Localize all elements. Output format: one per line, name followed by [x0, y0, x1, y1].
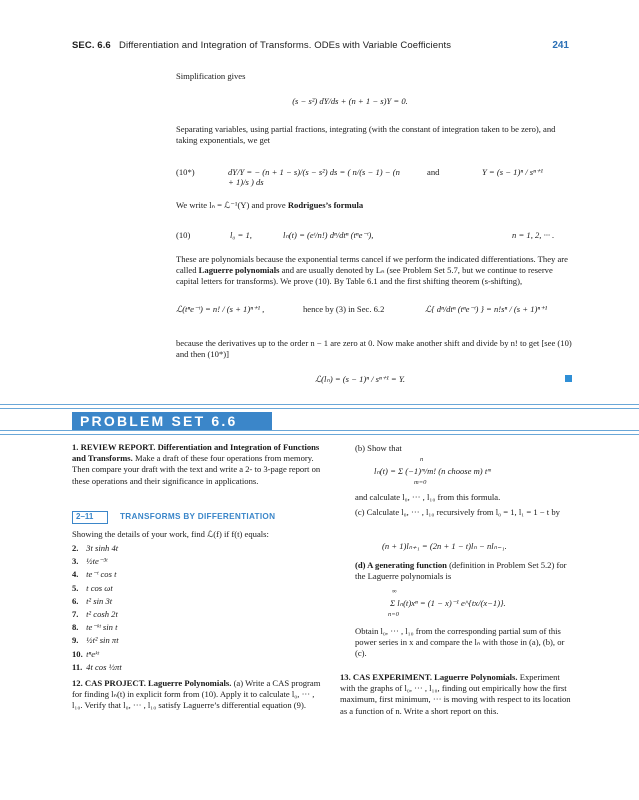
equation-10-range: n = 1, 2, ··· . [512, 230, 555, 240]
item-number: 5. [72, 582, 79, 593]
problem-12-title: CAS PROJECT. Laguerre Polynomials. [84, 678, 232, 688]
list-item [72, 649, 326, 662]
problem-12d-bold: (d) A generating function [355, 560, 447, 570]
item-number: 4. [72, 569, 79, 580]
problem-12b-sum-bottom: m=0 [414, 479, 427, 486]
item-expression: te⁻ᵏᵗ sin t [86, 622, 118, 633]
equation-transform-a: ℒ(tⁿe⁻ᵗ) = n! / (s + 1)ⁿ⁺¹ , [176, 304, 265, 314]
list-item [72, 583, 326, 596]
para-laguerre [176, 254, 574, 287]
list-item [72, 556, 326, 569]
para-rodrigues-text: We write lₙ = ℒ⁻¹(Y) and prove [176, 200, 288, 210]
equation-transform-ln: ℒ(lₙ) = (s − 1)ⁿ / sⁿ⁺¹ = Y. [314, 374, 406, 384]
problem-12d [355, 560, 575, 582]
problem-items-list [72, 543, 326, 675]
problem-13 [340, 672, 575, 717]
problem-12c-text: (c) Calculate l₀, ··· , l₁₀ recursively from l₀ = 1, l₁ = 1 − t by [355, 507, 560, 517]
problem-12d-after: Obtain l₀, ··· , l₁₀ from the corresponding partial sum of this power series in x and compare the lₙ with those in (a), (b), or (c). [355, 626, 565, 659]
problem-12d-equation-text: Σ lₙ(t)xⁿ = (1 − x)⁻¹ e^{tx/(x−1)}. [390, 598, 506, 608]
end-of-proof-square [565, 375, 572, 382]
list-item [72, 596, 326, 609]
eq-label-10: (10) [176, 230, 191, 240]
item-expression: 4t cos ½πt [86, 661, 122, 672]
list-item [72, 622, 326, 635]
para-rodrigues [176, 200, 363, 211]
running-header [72, 40, 451, 51]
problem-12b-equation [374, 456, 491, 486]
item-number: 11. [72, 661, 83, 672]
list-item [72, 569, 326, 582]
item-number: 9. [72, 635, 79, 646]
problem-1-text: Make a draft of these four operations from memory. Then compare your draft with the text and write a 2- to 3-page report on these operations and their significance in applications. [72, 453, 321, 486]
equation-10-ln: lₙ(t) = (eᵗ/n!) dⁿ/dtⁿ (tⁿe⁻ᵗ), [283, 230, 374, 240]
item-expression: te⁻ᵗ cos t [86, 569, 117, 580]
equation-transform-connector: hence by (3) in Sec. 6.2 [303, 304, 385, 314]
range-tag: 2–11 [76, 512, 94, 521]
list-item [72, 543, 326, 556]
para-laguerre-text-a: These are polynomials because the exponential terms cancel if we perform the indicated differentiations. They are called [176, 254, 568, 275]
para-separating: Separating variables, using partial fractions, integrating (with the constant of integration taken to be zero), and taking exponentials, we get [176, 124, 556, 145]
equation-10star-left: dY/Y = − (n + 1 − s)/(s − s²) ds = ( n/(s − 1) − (n + 1)/s ) ds [228, 167, 400, 187]
problem-12b-after: and calculate l₀, ··· , l₁₀ from this formula. [355, 492, 501, 502]
problem-1 [72, 442, 326, 487]
para-laguerre-text-b: and are usually denoted by Lₙ (see Problem Set 5.7, but we continue to reserve capital letters for transforms). We prove (10). By Table 6.1 and the first shifting theorem (s-shifting), [176, 265, 553, 286]
problem-12 [72, 678, 326, 712]
eq-label-10star: (10*) [176, 167, 195, 177]
section-number: SEC. 6.6 [72, 40, 111, 51]
para-simplification: Simplification gives [176, 71, 246, 81]
problem-12d-equation [388, 588, 506, 618]
item-number: 8. [72, 622, 79, 633]
problem-12b-label: (b) Show that [355, 443, 402, 453]
item-expression: ½te⁻³ᵗ [86, 556, 108, 567]
problem-13-text: Experiment with the graphs of l₀, ··· , l₁₀, finding out empirically how the first maximum, first minimum, ··· is moving with respect to its location as a function of n. Write a short report on this. [340, 672, 571, 716]
item-expression: tⁿeᵏᵗ [86, 648, 99, 659]
list-item [72, 609, 326, 622]
equation-transform-b: ℒ{ dⁿ/dtⁿ (tⁿe⁻ᵗ) } = n!sⁿ / (s + 1)ⁿ⁺¹ [425, 304, 548, 314]
equation-10star-right: Y = (s − 1)ⁿ / sⁿ⁺¹ [482, 167, 543, 177]
page-number: 241 [552, 40, 569, 51]
item-number: 10. [72, 648, 83, 659]
list-item [72, 635, 326, 648]
problem-12-text: (a) Write a CAS program for finding lₙ(t) in explicit form from (10). Apply it to calculate l₀, ··· , l₁₀. Verify that l₀, ··· , l₁₀ satisfy Laguerre’s differential equation (9). [72, 678, 321, 711]
problem-13-title: CAS EXPERIMENT. Laguerre Polynomials. [352, 672, 518, 682]
item-expression: t² cosh 2t [86, 608, 118, 619]
problem-12d-text: (definition in Problem Set 5.2) for the Laguerre polynomials is [355, 560, 567, 582]
problem-13-number: 13. [340, 672, 351, 682]
para-derivatives: because the derivatives up to the order n − 1 are zero at 0. Now make another shift and divide by n! to get [see (10) and then (10*)] [176, 338, 572, 359]
problem-12b-sum-top: n [420, 456, 424, 463]
item-number: 6. [72, 595, 79, 606]
item-number: 2. [72, 543, 79, 553]
problem-set-title: PROBLEM SET 6.6 [80, 413, 238, 429]
equation-ode: (s − s²) dY/ds + (n + 1 − s)Y = 0. [292, 96, 408, 106]
range-title: TRANSFORMS BY DIFFERENTIATION [120, 512, 276, 521]
problem-12d-sum-top: ∞ [392, 588, 397, 595]
problem-12b-equation-text: lₙ(t) = Σ (−1)ᵐ/m! (n choose m) tᵐ [374, 466, 491, 476]
item-expression: t cos ωt [86, 582, 113, 593]
problem-1-title: REVIEW REPORT. Differentiation and Integration of Functions and Transforms. [72, 442, 320, 464]
para-laguerre-bold: Laguerre polynomials [198, 265, 280, 275]
item-expression: t² sin 3t [86, 595, 113, 606]
problem-12-number: 12. [72, 678, 83, 688]
item-expression: 3t sinh 4t [86, 543, 119, 553]
problem-1-number: 1. [72, 442, 79, 452]
item-expression: ½t² sin πt [86, 635, 119, 646]
problem-12c-equation: (n + 1)lₙ₊₁ = (2n + 1 − t)lₙ − nlₙ₋₁. [382, 541, 507, 551]
eq-connector-and: and [427, 167, 440, 177]
item-number: 3. [72, 556, 79, 567]
para-rodrigues-bold: Rodrigues’s formula [287, 200, 364, 210]
problem-instruction: Showing the details of your work, find ℒ(f) if f(t) equals: [72, 529, 269, 539]
section-title: Differentiation and Integration of Transforms. ODEs with Variable Coefficients [119, 40, 452, 51]
list-item [72, 662, 326, 675]
item-number: 7. [72, 608, 79, 619]
equation-10-l0: l₀ = 1, [230, 230, 252, 240]
problem-12d-sum-bottom: n=0 [388, 611, 399, 618]
